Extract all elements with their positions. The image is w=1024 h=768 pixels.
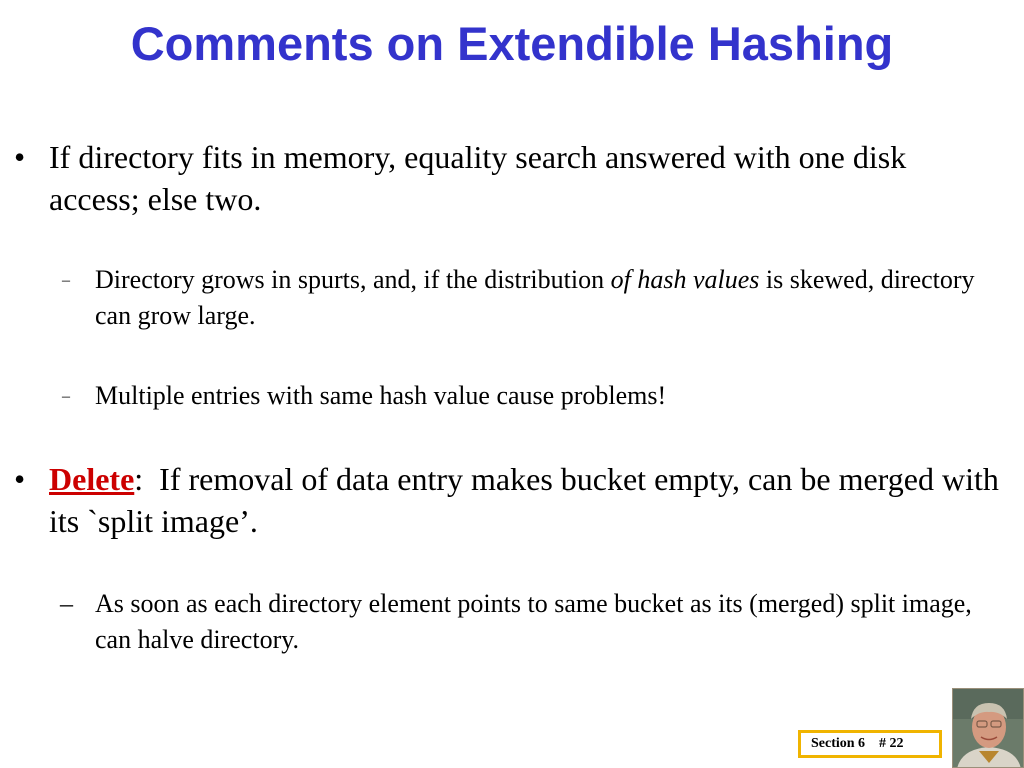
dash-marker: –: [62, 272, 70, 289]
sub-bullet-directory-grows: [95, 262, 1005, 334]
presenter-photo-icon: [952, 688, 1024, 768]
delete-text: If removal of data entry makes bucket empty, can be merged with its `split image’.: [49, 461, 1007, 539]
dash-marker: –: [60, 589, 73, 618]
presenter-photo-svg: [953, 689, 1024, 768]
sub-text-before: Directory grows in spurts, and, if the distribution: [95, 265, 611, 294]
delete-colon: :: [134, 461, 144, 497]
dash-marker: –: [62, 388, 70, 405]
slide-title: Comments on Extendible Hashing: [130, 17, 894, 70]
sub-bullet-multiple-entries: Multiple entries with same hash value cause problems!: [95, 381, 667, 410]
section-page-label: Section 6 # 22: [798, 730, 942, 758]
bullet-marker: •: [14, 139, 26, 175]
sub-text-italic: of hash values: [610, 265, 760, 294]
bullet-directory-memory: If directory fits in memory, equality search answered with one disk access; else two.: [49, 139, 907, 217]
sub-text-after: is skewed, directory can grow large.: [95, 265, 975, 330]
bullet-delete: [49, 458, 1007, 542]
delete-keyword: Delete: [49, 461, 135, 497]
bullet-marker: •: [14, 461, 26, 497]
sub-bullet-halve-directory: As soon as each directory element points to same bucket as its (merged) split image, can halve directory.: [95, 589, 972, 654]
